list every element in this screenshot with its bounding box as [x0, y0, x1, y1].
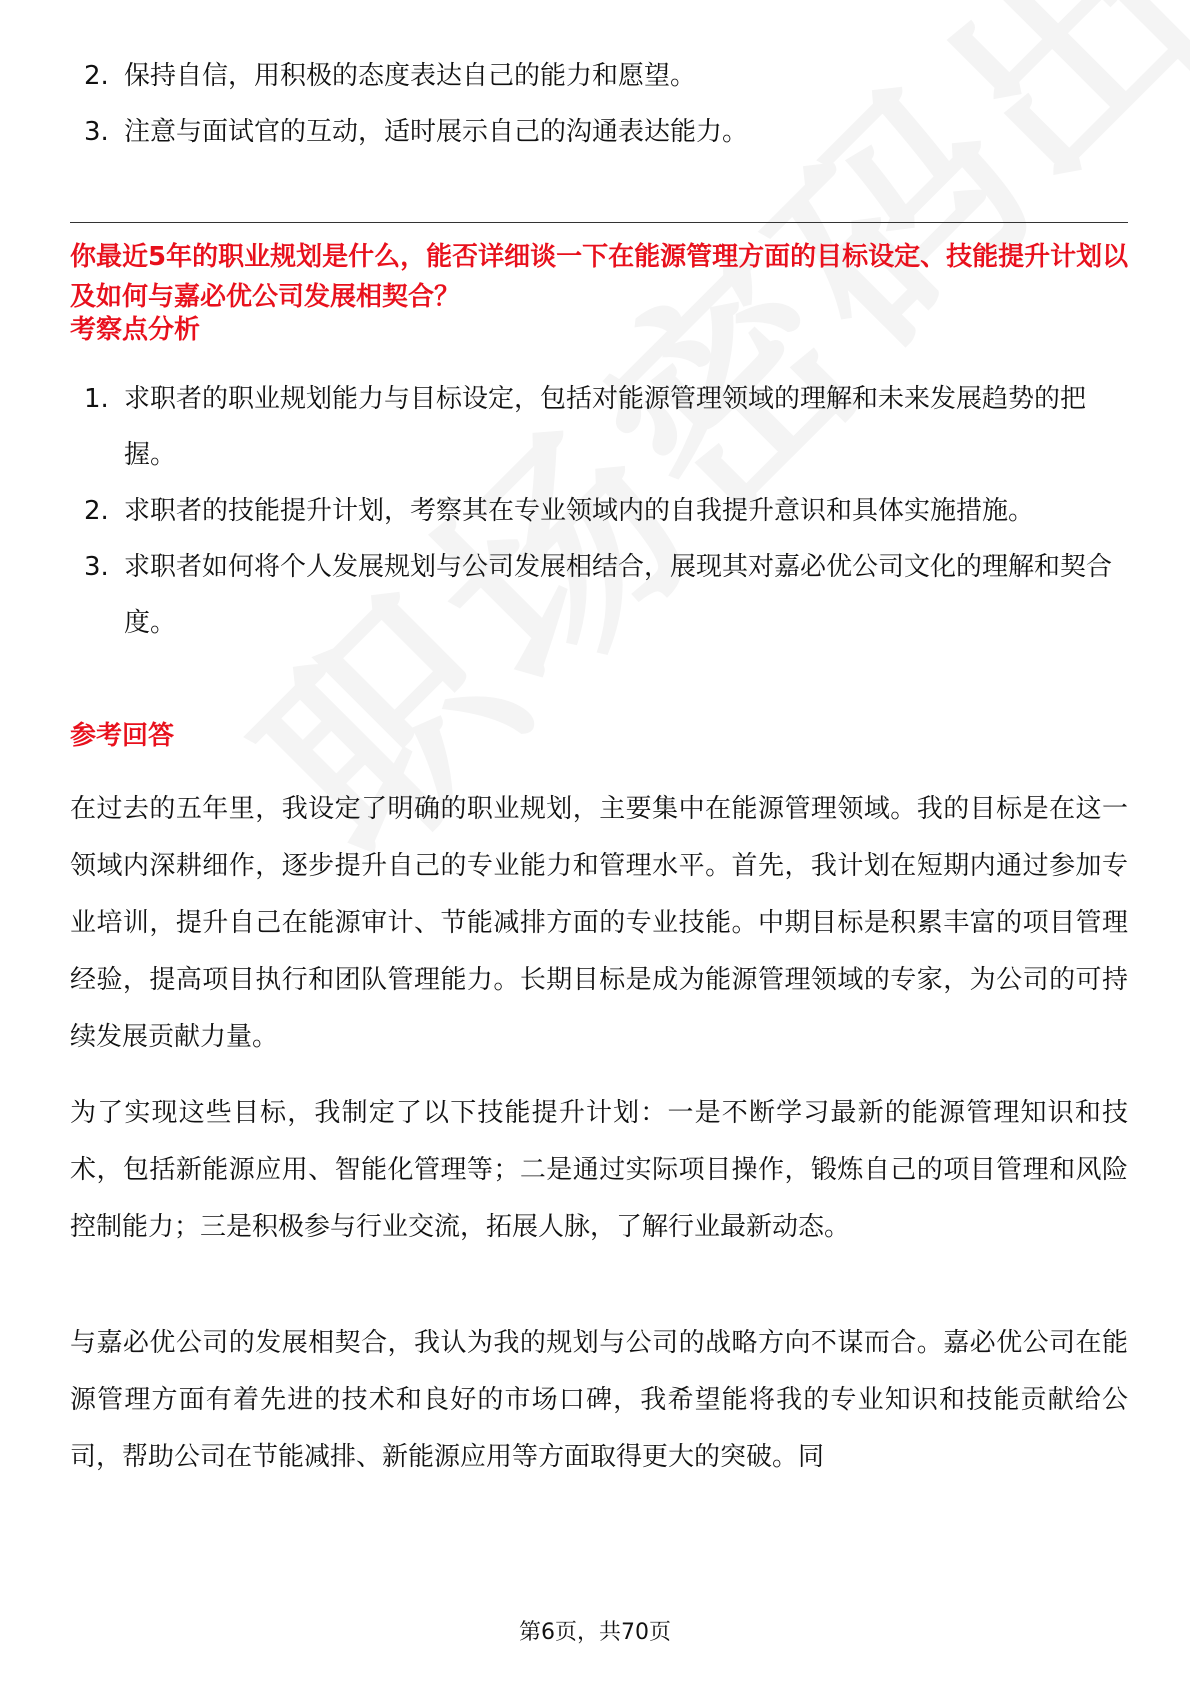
top-numbered-list — [84, 48, 1124, 160]
list-item — [84, 104, 1124, 160]
list-text: 求职者的职业规划能力与目标设定，包括对能源管理领域的理解和未来发展趋势的把握。 — [124, 384, 1087, 470]
list-item — [84, 371, 1124, 483]
interview-question: 你最近5年的职业规划是什么，能否详细谈一下在能源管理方面的目标设定、技能提升计划以及如何与嘉必优公司发展相契合？ — [70, 242, 1129, 312]
list-item — [84, 48, 1124, 104]
analysis-list — [84, 371, 1124, 651]
list-text: 保持自信，用积极的态度表达自己的能力和愿望。 — [124, 61, 697, 91]
list-number: 3. — [84, 552, 109, 582]
list-item — [84, 539, 1124, 651]
list-item — [84, 483, 1124, 539]
answer-heading: 参考回答 — [70, 721, 175, 751]
answer-paragraph: 在过去的五年里，我设定了明确的职业规划，主要集中在能源管理领域。我的目标是在这一领域内深耕细作，逐步提升自己的专业能力和管理水平。首先，我计划在短期内通过参加专业培训，提升自己在能源审计、节能减排方面的专业技能。中期目标是积累丰富的项目管理经验，提高项目执行和团队管理能力。长期目标是成为能源管理领域的专家，为公司的可持续发展贡献力量。 — [70, 794, 1128, 1052]
answer-paragraph: 与嘉必优公司的发展相契合，我认为我的规划与公司的战略方向不谋而合。嘉必优公司在能源管理方面有着先进的技术和良好的市场口碑，我希望能将我的专业知识和技能贡献给公司，帮助公司在节能减排、新能源应用等方面取得更大的突破。同 — [70, 1328, 1128, 1472]
list-number: 2. — [84, 496, 109, 526]
list-number: 3. — [84, 117, 109, 147]
list-text: 求职者的技能提升计划，考察其在专业领域内的自我提升意识和具体实施措施。 — [124, 496, 1035, 526]
list-number: 1. — [84, 384, 109, 414]
list-text: 注意与面试官的互动，适时展示自己的沟通表达能力。 — [124, 117, 749, 147]
section-divider — [70, 222, 1128, 223]
list-number: 2. — [84, 61, 109, 91]
answer-paragraph: 为了实现这些目标，我制定了以下技能提升计划：一是不断学习最新的能源管理知识和技术，包括新能源应用、智能化管理等；二是通过实际项目操作，锻炼自己的项目管理和风险控制能力；三是积极参与行业交流，拓展人脉，了解行业最新动态。 — [70, 1098, 1128, 1242]
page-number-footer: 第6页，共70页 — [519, 1620, 671, 1645]
analysis-heading: 考察点分析 — [70, 315, 201, 345]
list-text: 求职者如何将个人发展规划与公司发展相结合，展现其对嘉必优公司文化的理解和契合度。 — [124, 552, 1113, 638]
